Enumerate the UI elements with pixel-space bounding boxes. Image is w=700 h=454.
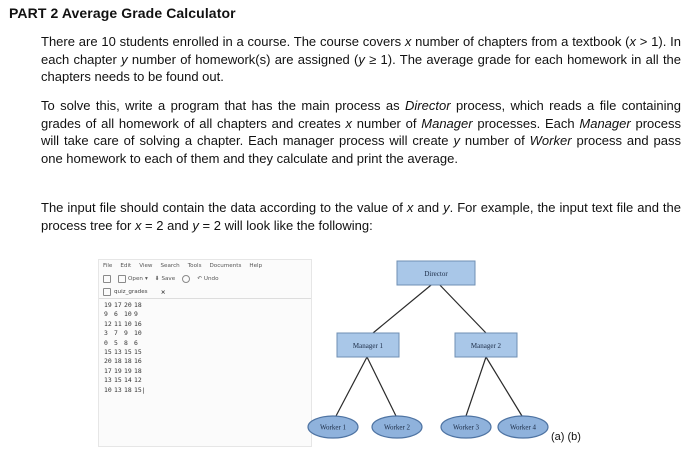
text-segment: The input file should contain the data according to the value of <box>41 200 407 215</box>
director-label: Director <box>424 270 448 278</box>
edge-manager-1-worker-2 <box>367 357 396 416</box>
text-segment: Worker <box>529 133 572 148</box>
undo-button[interactable]: ↶ Undo <box>197 276 219 282</box>
grade-value: 12 <box>134 376 142 385</box>
grade-value: 8 <box>124 338 128 347</box>
text-segment: y <box>192 217 199 233</box>
text-segment: To solve this, write a program that has the main process as <box>41 98 406 113</box>
manager-label: Manager 2 <box>470 342 502 350</box>
grade-value: 15 <box>124 348 132 357</box>
grade-value: 18 <box>124 357 132 366</box>
grade-value: 13 <box>114 348 122 357</box>
worker-label: Worker 4 <box>509 423 537 432</box>
text-segment: x <box>406 200 414 215</box>
grade-value: 3 <box>104 329 108 338</box>
grade-value: 5 <box>114 338 118 347</box>
text-segment: y <box>443 200 450 215</box>
grade-value: 11 <box>114 319 122 328</box>
text-segment: . For example, the input text file and the process tree for <box>41 200 681 233</box>
undo-icon: ↶ <box>197 276 202 282</box>
grade-value: 9 <box>124 329 128 338</box>
figure-caption: (a) (b) <box>551 431 581 443</box>
text-segment: Manager <box>579 115 631 131</box>
grade-value: 15 <box>134 348 142 357</box>
grade-value: 6 <box>134 338 138 347</box>
text-segment: x <box>629 34 636 49</box>
grade-value: 10 <box>124 319 132 328</box>
worker-node-2 <box>372 416 422 438</box>
grade-value: 13 <box>114 385 122 394</box>
grade-value: 9 <box>104 310 108 319</box>
grade-value: 7 <box>114 329 118 338</box>
menu-tools[interactable]: Tools <box>187 263 202 269</box>
text-segment: processes. Each <box>472 115 580 131</box>
text-segment: number of <box>352 115 422 131</box>
grade-value: 19 <box>124 366 132 375</box>
text-segment: and <box>413 200 444 215</box>
manager-label: Manager 1 <box>352 342 384 350</box>
save-icon: ⬇ <box>154 276 160 282</box>
open-button[interactable]: Open ▾ <box>118 275 148 283</box>
close-tab-icon[interactable]: × <box>160 288 166 296</box>
menu-help[interactable]: Help <box>249 263 263 269</box>
text-segment: There are 10 students enrolled in a course. The course covers <box>41 34 405 49</box>
edge-director-manager-2 <box>436 281 486 333</box>
grade-value: 14 <box>124 376 132 385</box>
edge-manager-1-worker-1 <box>336 357 367 416</box>
director-node <box>397 261 475 285</box>
grade-value: 15| <box>134 385 146 394</box>
text-segment: process and pass one homework to each of them and they calculate and print the average. <box>41 133 681 166</box>
text-segment: x <box>404 34 412 49</box>
menu-documents[interactable]: Documents <box>209 263 242 269</box>
grade-value: 20 <box>124 301 132 309</box>
page-title: PART 2 Average Grade Calculator <box>9 5 236 21</box>
menu-view[interactable]: View <box>139 263 153 269</box>
chevron-down-icon: ▾ <box>144 276 148 282</box>
text-segment: number of homework(s) are assigned ( <box>127 51 359 67</box>
grade-value: 13 <box>104 376 112 385</box>
menu-file[interactable]: File <box>103 263 113 269</box>
grade-value: 0 <box>104 338 108 347</box>
grade-value: 17 <box>104 366 112 375</box>
text-segment: ≥ 1). The average grade for each homework in all the chapters needs to be found out. <box>41 51 682 84</box>
worker-node-1 <box>308 416 358 438</box>
text-segment: process will take care of solving a chapter. Each manager process will create <box>41 115 681 148</box>
grade-value: 18 <box>124 385 132 394</box>
menu-search[interactable]: Search <box>160 263 180 269</box>
menu-edit[interactable]: Edit <box>120 263 132 269</box>
text-segment: x <box>345 115 353 131</box>
text-segment: y <box>453 133 460 148</box>
text-segment: y <box>121 51 128 67</box>
grade-value: 19 <box>104 301 112 309</box>
grade-value: 18 <box>134 366 142 375</box>
grade-value: 16 <box>134 357 142 366</box>
grade-value: 15 <box>114 376 122 385</box>
text-segment: y <box>358 51 365 67</box>
worker-node-4 <box>498 416 548 438</box>
text-segment: Manager <box>421 115 473 131</box>
save-button[interactable]: ⬇ Save <box>154 276 176 282</box>
text-segment: number of <box>459 133 530 148</box>
grade-value: 10 <box>134 329 142 338</box>
edge-director-manager-1 <box>373 281 436 333</box>
grade-value: 10 <box>104 385 112 394</box>
grade-value: 20 <box>104 357 112 366</box>
grade-value: 15 <box>104 348 112 357</box>
grade-value: 17 <box>114 301 122 309</box>
grade-value: 9 <box>134 310 138 319</box>
text-segment: process, which reads a file containing grades of all homework of all chapters and creates <box>41 98 681 131</box>
text-segment: > 1). In each chapter <box>41 34 681 67</box>
worker-node-3 <box>441 416 491 438</box>
edge-manager-2-worker-3 <box>466 357 486 416</box>
edge-manager-2-worker-4 <box>486 357 522 416</box>
grade-value: 6 <box>114 310 118 319</box>
text-segment: = 2 and <box>141 217 193 233</box>
text-segment: x <box>134 217 142 233</box>
manager-node-2 <box>455 333 517 357</box>
grade-value: 19 <box>114 366 122 375</box>
grade-value: 18 <box>134 301 142 309</box>
manager-node-1 <box>337 333 399 357</box>
grade-value: 18 <box>114 357 122 366</box>
worker-label: Worker 3 <box>452 423 480 432</box>
document-tab-label: quiz_grades <box>114 289 148 295</box>
text-segment: Director <box>405 98 451 113</box>
text-segment: = 2 will look like the following: <box>198 217 373 233</box>
grade-value: 16 <box>134 319 142 328</box>
worker-label: Worker 2 <box>383 423 411 432</box>
worker-label: Worker 1 <box>319 423 347 432</box>
grade-value: 10 <box>124 310 132 319</box>
grade-value: 12 <box>104 319 112 328</box>
text-segment: number of chapters from a textbook ( <box>411 34 630 49</box>
